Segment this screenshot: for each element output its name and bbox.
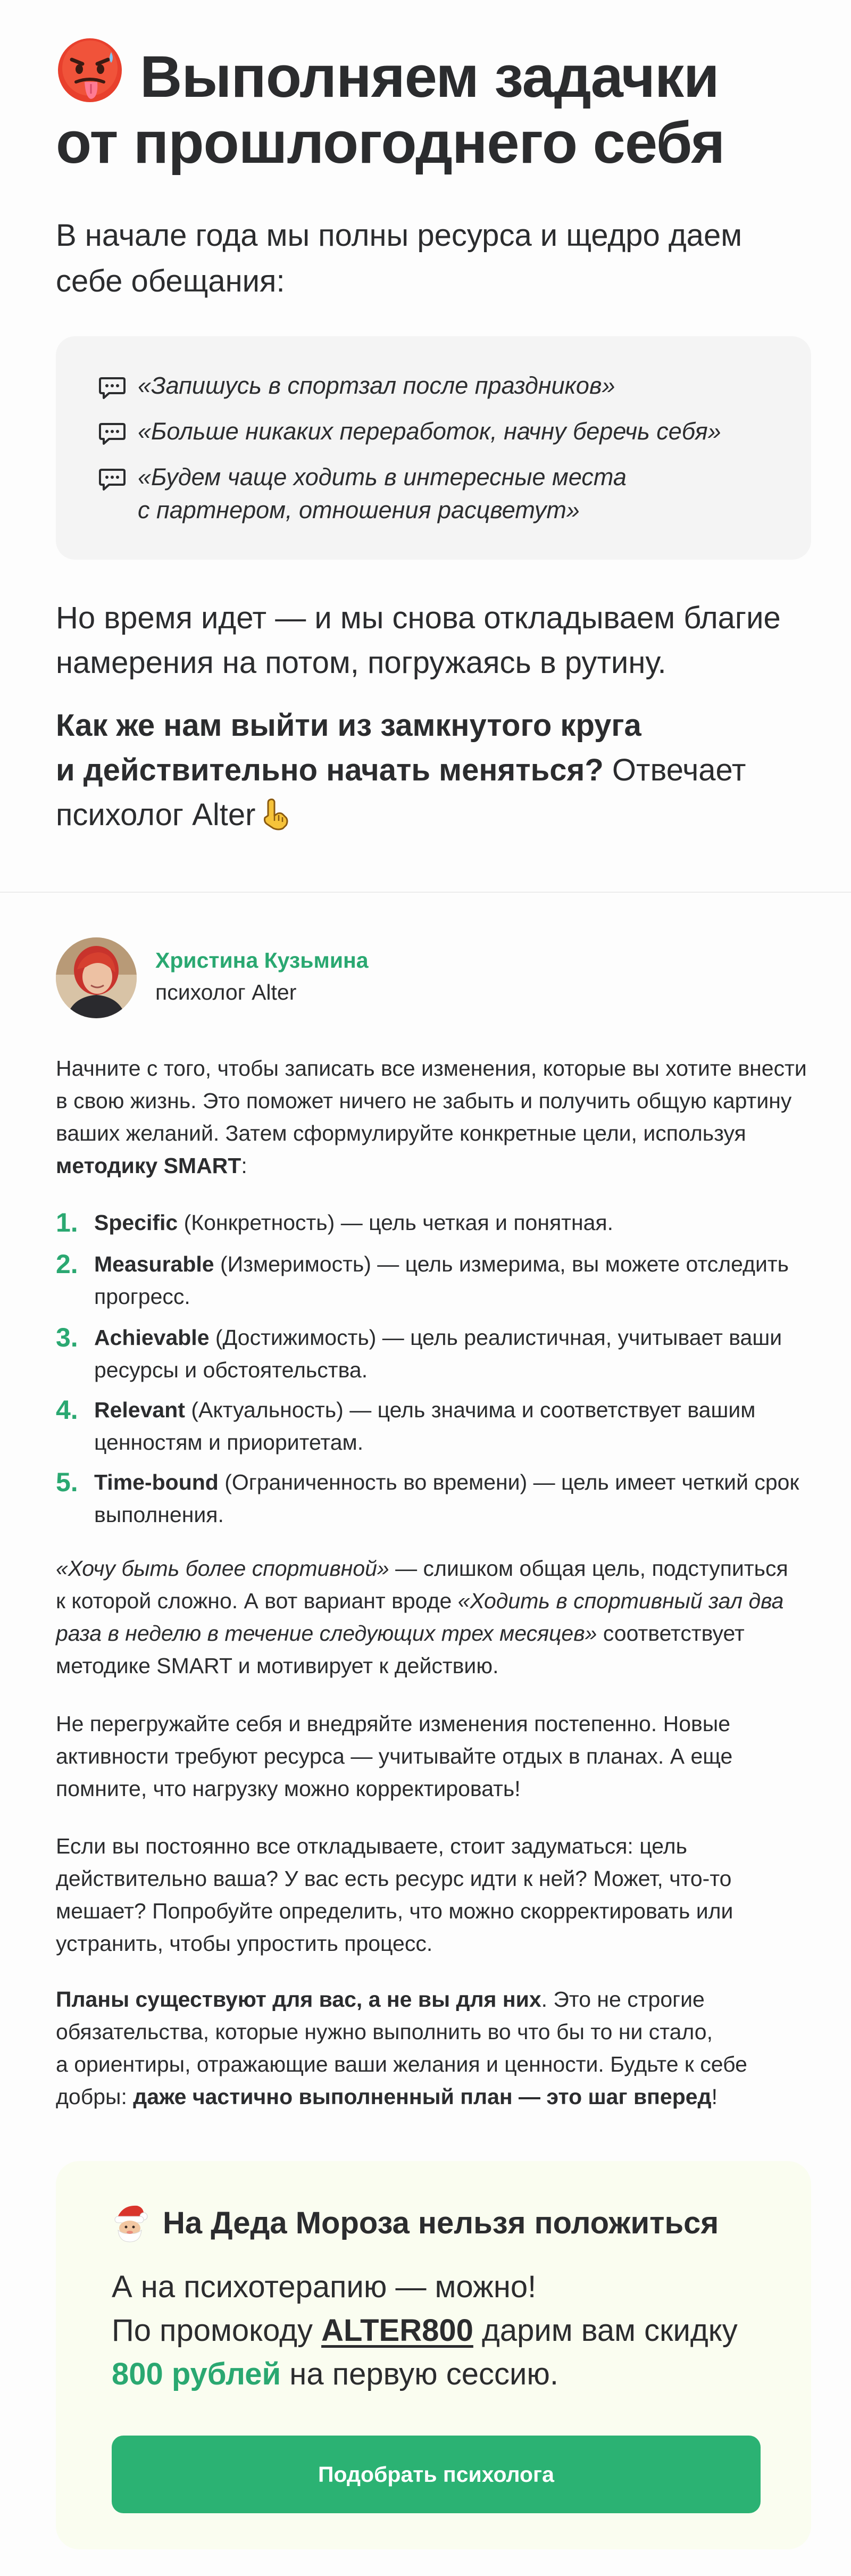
author-role: психолог Alter xyxy=(155,980,297,1004)
list-number: 1. xyxy=(56,1208,78,1237)
example-paragraph: «Хочу быть более спортивной» — слишком общая цель, подступиться к которой сложно. А вот вариант вроде «Ходить в спортивный зал два раза в неделю в течение следующих трех месяцев» соответствует методике SMART и мотивирует к действию. xyxy=(56,1556,788,1678)
list-number: 4. xyxy=(56,1395,78,1425)
speech-bubble-icon xyxy=(98,422,126,446)
author-name: Христина Кузьмина xyxy=(155,948,369,973)
santa-emoji xyxy=(112,2203,149,2243)
promo-text: А на психотерапию — можно! По промокоду ALTER800 дарим вам скидку 800 рублей на первую сессию. xyxy=(112,2270,738,2391)
plans-paragraph: Планы существуют для вас, а не вы для них. Это не строгие обязательства, которые нужно выполнить во что бы то ни стало, а ориентиры, отражающие ваши желания и ценности. Будьте к себе добры: даже частично выполненный план — это шаг вперед! xyxy=(56,1987,747,2109)
find-psychologist-button[interactable]: Подобрать психолога xyxy=(112,2436,761,2513)
promises-quote-box xyxy=(56,336,811,560)
hot-face-emoji xyxy=(56,36,124,104)
quote-item xyxy=(98,415,721,448)
promo-code: ALTER800 xyxy=(321,2313,473,2348)
routine-paragraph: Но время идет — и мы снова откладываем благие намерения на потом, погружаясь в рутину. xyxy=(56,601,781,680)
gradual-paragraph: Не перегружайте себя и внедряйте изменения постепенно. Новые активности требуют ресурса — учитывайте отдых в планах. А еще помните, что нагрузку можно корректировать! xyxy=(56,1711,733,1801)
promo-title: На Деда Мороза нельзя положиться xyxy=(112,2203,719,2243)
section-divider xyxy=(0,892,851,893)
lead-line-1: В начале года мы полны ресурса и щедро даем xyxy=(56,218,742,253)
list-item-text: Relevant (Актуальность) — цель значима и соответствует вашим ценностям и приоритетам. xyxy=(94,1398,756,1455)
list-item-text: Measurable (Измеримость) — цель измерима, вы можете отследить прогресс. xyxy=(94,1252,789,1309)
quote-item xyxy=(98,461,627,527)
list-number: 2. xyxy=(56,1249,78,1279)
pointing-down-emoji xyxy=(260,797,290,830)
promo-card xyxy=(56,2161,811,2549)
list-number: 3. xyxy=(56,1323,78,1352)
quote-item xyxy=(98,369,615,402)
title-line-1: Выполняем задачки xyxy=(140,44,719,110)
discount-amount: 800 рублей xyxy=(112,2357,281,2391)
avatar xyxy=(56,937,137,1018)
author-photo xyxy=(56,937,137,1018)
quote-text: «Запишусь в спортзал после праздников» xyxy=(138,372,615,399)
lead-paragraph xyxy=(56,213,742,304)
quote-text: «Будем чаще ходить в интересные места с партнером, отношения расцветут» xyxy=(138,463,627,523)
title-line-2: от прошлогоднего себя xyxy=(56,110,725,176)
list-item-text: Time-bound (Ограниченность во времени) — цель имеет четкий срок выполнения. xyxy=(94,1470,799,1527)
page-title xyxy=(56,36,724,176)
list-item-text: Achievable (Достижимость) — цель реалистичная, учитывает ваши ресурсы и обстоятельства. xyxy=(94,1325,782,1382)
lead-line-2: себе обещания: xyxy=(56,264,285,298)
list-item-text: Specific (Конкретность) — цель четкая и понятная. xyxy=(94,1210,613,1235)
speech-bubble-icon xyxy=(98,377,126,400)
list-number: 5. xyxy=(56,1467,78,1497)
speech-bubble-icon xyxy=(98,468,126,492)
question-paragraph: Как же нам выйти из замкнутого круга и действительно начать меняться? Отвечает психолог Alter xyxy=(56,708,746,832)
intro-paragraph: Начните с того, чтобы записать все изменения, которые вы хотите внести в свою жизнь. Это поможет ничего не забыть и получить общую картину ваших желаний. Затем сформулируйте конкретные цели, используя методику SMART: xyxy=(56,1056,807,1178)
postpone-paragraph: Если вы постоянно все откладываете, стоит задуматься: цель действительно ваша? У вас есть ресурс идти к ней? Может, что-то мешает? Попробуйте определить, что можно скорректировать или устранить, чтобы упростить процесс. xyxy=(56,1834,733,1956)
quote-text: «Больше никаких переработок, начну беречь себя» xyxy=(138,418,721,445)
